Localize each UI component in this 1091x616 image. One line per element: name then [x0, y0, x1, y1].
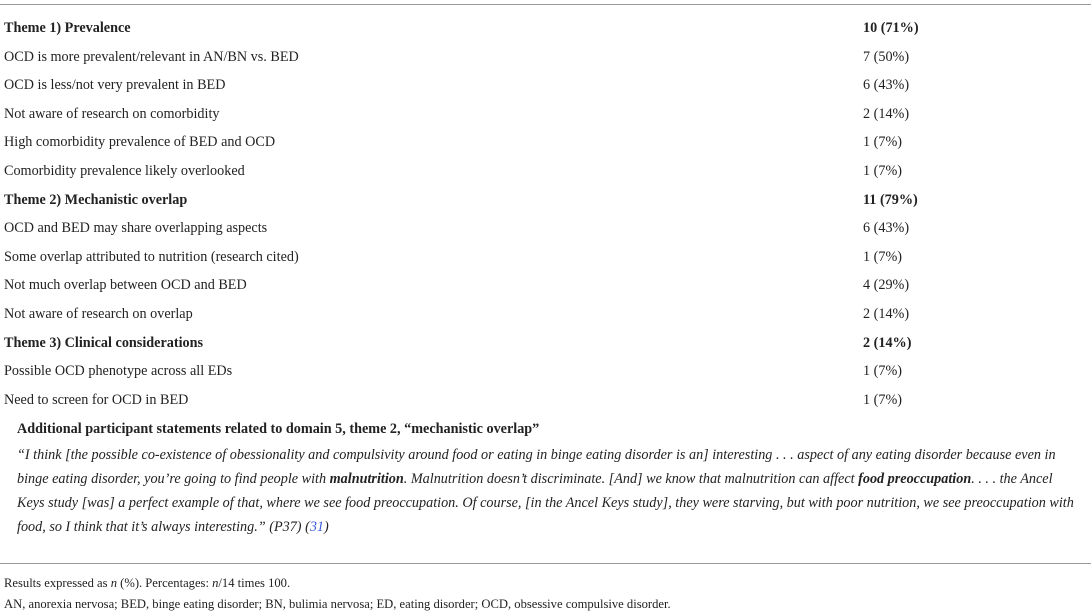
- row-value: 1 (7%): [863, 363, 903, 380]
- row-label: Comorbidity prevalence likely overlooked: [4, 163, 245, 179]
- row-label: Not aware of research on overlap: [4, 306, 193, 322]
- table-row: [0, 300, 1091, 328]
- row-label: Possible OCD phenotype across all EDs: [4, 363, 233, 380]
- footnote-text: (%). Percentages:: [116, 576, 213, 590]
- footnote-abbreviations: AN, anorexia nervosa; BED, binge eating disorder; BN, bulimia nervosa; ED, eating disorder; OCD, obsessive compulsive disorder.: [4, 597, 671, 611]
- table-row: [0, 128, 1091, 156]
- quote-bold: food preoccupation: [858, 471, 972, 487]
- row-value: 2 (14%): [863, 306, 910, 322]
- row-label: High comorbidity prevalence of BED and OCD: [4, 134, 276, 151]
- table-row: [0, 157, 1091, 185]
- footnote-italic: n: [212, 576, 219, 590]
- row-value: 1 (7%): [863, 391, 903, 408]
- row-value: 7 (50%): [863, 48, 910, 65]
- participant-statement-block: [17, 415, 1083, 539]
- table-row: [0, 243, 1091, 271]
- row-value: 6 (43%): [863, 220, 910, 237]
- footnote-text: Results expressed as: [4, 576, 111, 590]
- reference-link[interactable]: 31: [309, 519, 324, 535]
- row-label: Theme 3) Clinical considerations: [4, 334, 204, 351]
- table-row: [0, 386, 1091, 414]
- statement-quote: [17, 443, 1083, 539]
- row-label: Not aware of research on comorbidity: [4, 105, 220, 122]
- table-row: [0, 100, 1091, 128]
- row-label: OCD is more prevalent/relevant in AN/BN vs. BED: [4, 48, 299, 65]
- table-row: [0, 271, 1091, 299]
- theme-row: [0, 14, 1091, 42]
- table-row: [0, 214, 1091, 242]
- row-value: 10 (71%): [863, 20, 919, 36]
- row-label: OCD is less/not very prevalent in BED: [4, 77, 226, 94]
- footnote-text: /14 times 100.: [218, 576, 291, 590]
- statement-title: Additional participant statements related to domain 5, theme 2, “mechanistic overlap”: [17, 421, 540, 437]
- table-row: [0, 357, 1091, 385]
- row-value: 11 (79%): [863, 191, 918, 208]
- row-value: 2 (14%): [863, 334, 912, 351]
- row-value: 1 (7%): [863, 248, 903, 265]
- row-label: Not much overlap between OCD and BED: [4, 277, 247, 294]
- table-row: [0, 43, 1091, 71]
- quote-part: . . . . the Ancel Keys study [was] a perfect example of that, where we see food preoccupation. Of course, [in the Ancel Keys study], they were starving, but with poor nutrition, we see preoccupation with food, so I think that it’s always interesting.” (P37) (: [17, 471, 1074, 535]
- quote-part: . Malnutrition doesn’t discriminate. [And] we know that malnutrition can affect: [403, 471, 859, 487]
- top-rule: [0, 4, 1091, 5]
- theme-row: [0, 186, 1091, 214]
- quote-bold: malnutrition: [329, 471, 404, 487]
- row-value: 1 (7%): [863, 134, 903, 151]
- row-label: OCD and BED may share overlapping aspects: [4, 220, 268, 237]
- table-row: [0, 71, 1091, 99]
- row-value: 4 (29%): [863, 277, 910, 294]
- row-label: Theme 1) Prevalence: [4, 20, 131, 36]
- row-label: Need to screen for OCD in BED: [4, 391, 189, 408]
- quote-part: ): [324, 519, 329, 535]
- footnote-italic: n: [110, 576, 117, 590]
- quote-part: “I think [the possible co-existence of obessionality and compulsivity around food or eating in binge eating disorder is an] interesting . . . aspect of any eating disorder because even in binge eating disorder, you’re going to find people with: [17, 447, 1056, 487]
- row-label: Some overlap attributed to nutrition (research cited): [4, 248, 299, 265]
- footnote-results: [4, 574, 290, 592]
- theme-row: [0, 329, 1091, 357]
- row-label: Theme 2) Mechanistic overlap: [4, 191, 188, 208]
- row-value: 2 (14%): [863, 105, 910, 122]
- row-value: 6 (43%): [863, 77, 910, 94]
- bottom-rule: [0, 563, 1091, 564]
- row-value: 1 (7%): [863, 163, 903, 179]
